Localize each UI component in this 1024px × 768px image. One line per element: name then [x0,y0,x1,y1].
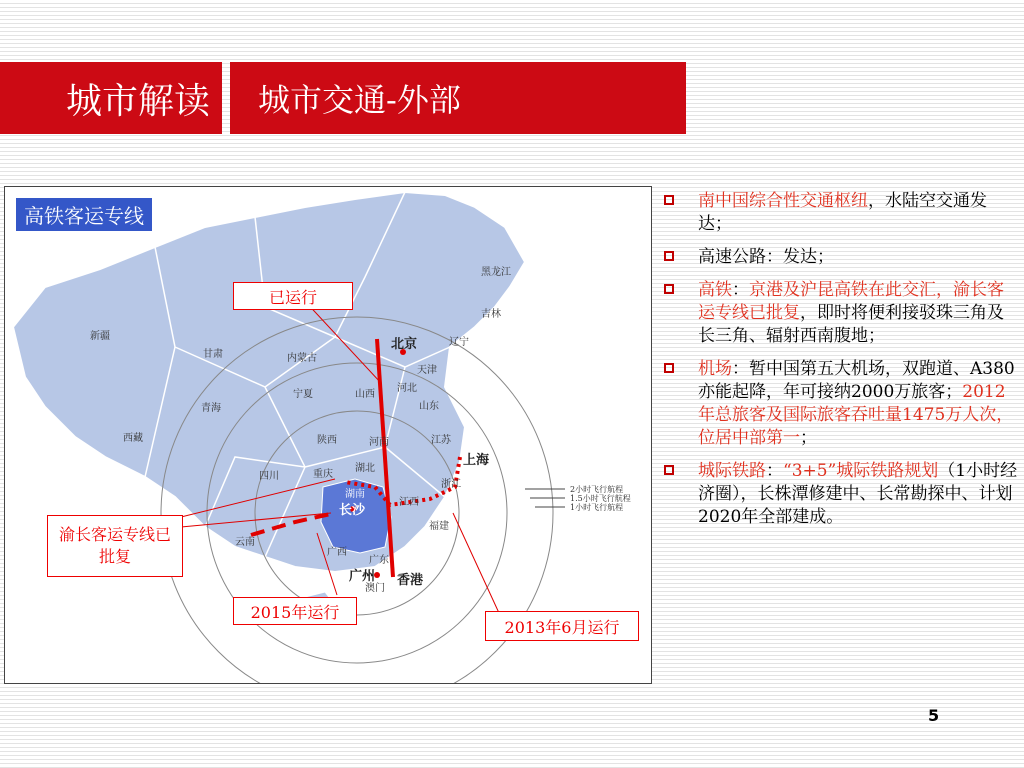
bullet-item [662,246,1018,269]
label-hunan: 湖南 [345,489,365,500]
label-qinghai: 青海 [201,403,221,414]
bullet-square-icon [664,251,674,261]
bullet-item [662,358,1018,450]
label-tibet: 西藏 [123,433,143,444]
page-number: 5 [928,706,940,725]
bullet-text-segment: ： [732,280,749,300]
label-shandong: 山东 [419,401,439,412]
bullet-text-segment: （1小时经济圈），长株潭修建中、长常勘探中、计划2020年全部建成。 [698,461,1018,527]
bullet-item [662,460,1018,529]
bullet-text-segment: “3+5”城际铁路规划 [783,461,939,481]
legend-2h: 2小时飞行航程 [570,485,624,494]
label-xinjiang: 新疆 [90,331,110,342]
label-jiangxi: 江西 [399,497,419,508]
bullet-text-segment: 机场 [698,359,732,379]
bullet-item [662,279,1018,348]
label-sichuan: 四川 [259,471,279,482]
bullet-text-segment: ：暂中国第五大机场，双跑道、A380亦能起降，年可接纳2000万旅客； [698,359,1015,402]
bullet-text-segment: 高速公路：发达； [698,247,834,267]
bullet-text-segment: ； [800,428,817,448]
bullet-text-segment: 城际铁路 [698,461,766,481]
bullet-text-segment: 2012年总旅客及国际旅客吞吐量1475万人次，位居中部第一 [698,382,1014,448]
bullet-text-segment: 高铁 [698,280,732,300]
label-macau: 澳门 [365,583,385,594]
page-title: 城市交通-外部 [230,62,686,134]
legend-1-5h: 1.5小时飞行航程 [570,494,631,503]
callout-approved: 渝长客运专线已批复 [47,515,183,577]
bullet-text-segment: 京港及沪昆高铁在此交汇，渝长客运专线已批复 [698,280,1004,323]
label-shanxi: 山西 [355,389,375,400]
label-shanghai: 上海 [463,453,490,468]
bullet-square-icon [664,363,674,373]
label-heilongjiang: 黑龙江 [481,267,511,278]
label-fujian: 福建 [429,521,449,532]
map-title: 高铁客运专线 [15,197,153,232]
callout-2013: 2013年6月运行 [485,611,639,641]
label-chongqing: 重庆 [313,469,333,480]
label-henan: 河南 [369,437,389,448]
label-beijing: 北京 [391,337,418,352]
label-guangxi: 广西 [327,547,347,558]
label-gansu: 甘肃 [203,349,223,360]
callout-2015: 2015年运行 [233,597,357,625]
bullet-text-segment: ，水陆空交通发达； [698,191,987,234]
label-hubei: 湖北 [355,463,375,474]
bullet-square-icon [664,465,674,475]
legend-lines [525,489,565,507]
label-neimenggu: 内蒙古 [287,353,317,364]
bullet-text-segment: 南中国综合性交通枢纽 [698,191,868,211]
label-hebei: 河北 [397,383,417,394]
label-ningxia: 宁夏 [293,389,313,400]
bullet-text-segment: ，即时将便利接驳珠三角及长三角、辐射西南腹地； [698,303,1004,346]
section-title: 城市解读 [0,62,222,134]
label-changsha: 长沙 [339,503,366,518]
label-shaanxi: 陕西 [317,435,337,446]
bullet-square-icon [664,284,674,294]
label-yunnan: 云南 [235,537,255,548]
label-jilin: 吉林 [481,309,501,320]
bullet-list [662,190,1018,539]
china-rail-map [4,186,652,684]
label-hongkong: 香港 [397,573,424,588]
label-jiangsu: 江苏 [431,435,451,446]
label-zhejiang: 浙江 [441,479,461,490]
label-liaoning: 辽宁 [449,337,469,348]
label-tianjin: 天津 [417,365,437,376]
label-guangdong: 广东 [369,555,389,566]
label-guangzhou: 广州 [349,569,376,584]
callout-running: 已运行 [233,282,353,310]
legend-1h: 1小时飞行航程 [570,503,624,512]
bullet-item [662,190,1018,236]
bullet-text-segment: ： [766,461,783,481]
bullet-square-icon [664,195,674,205]
